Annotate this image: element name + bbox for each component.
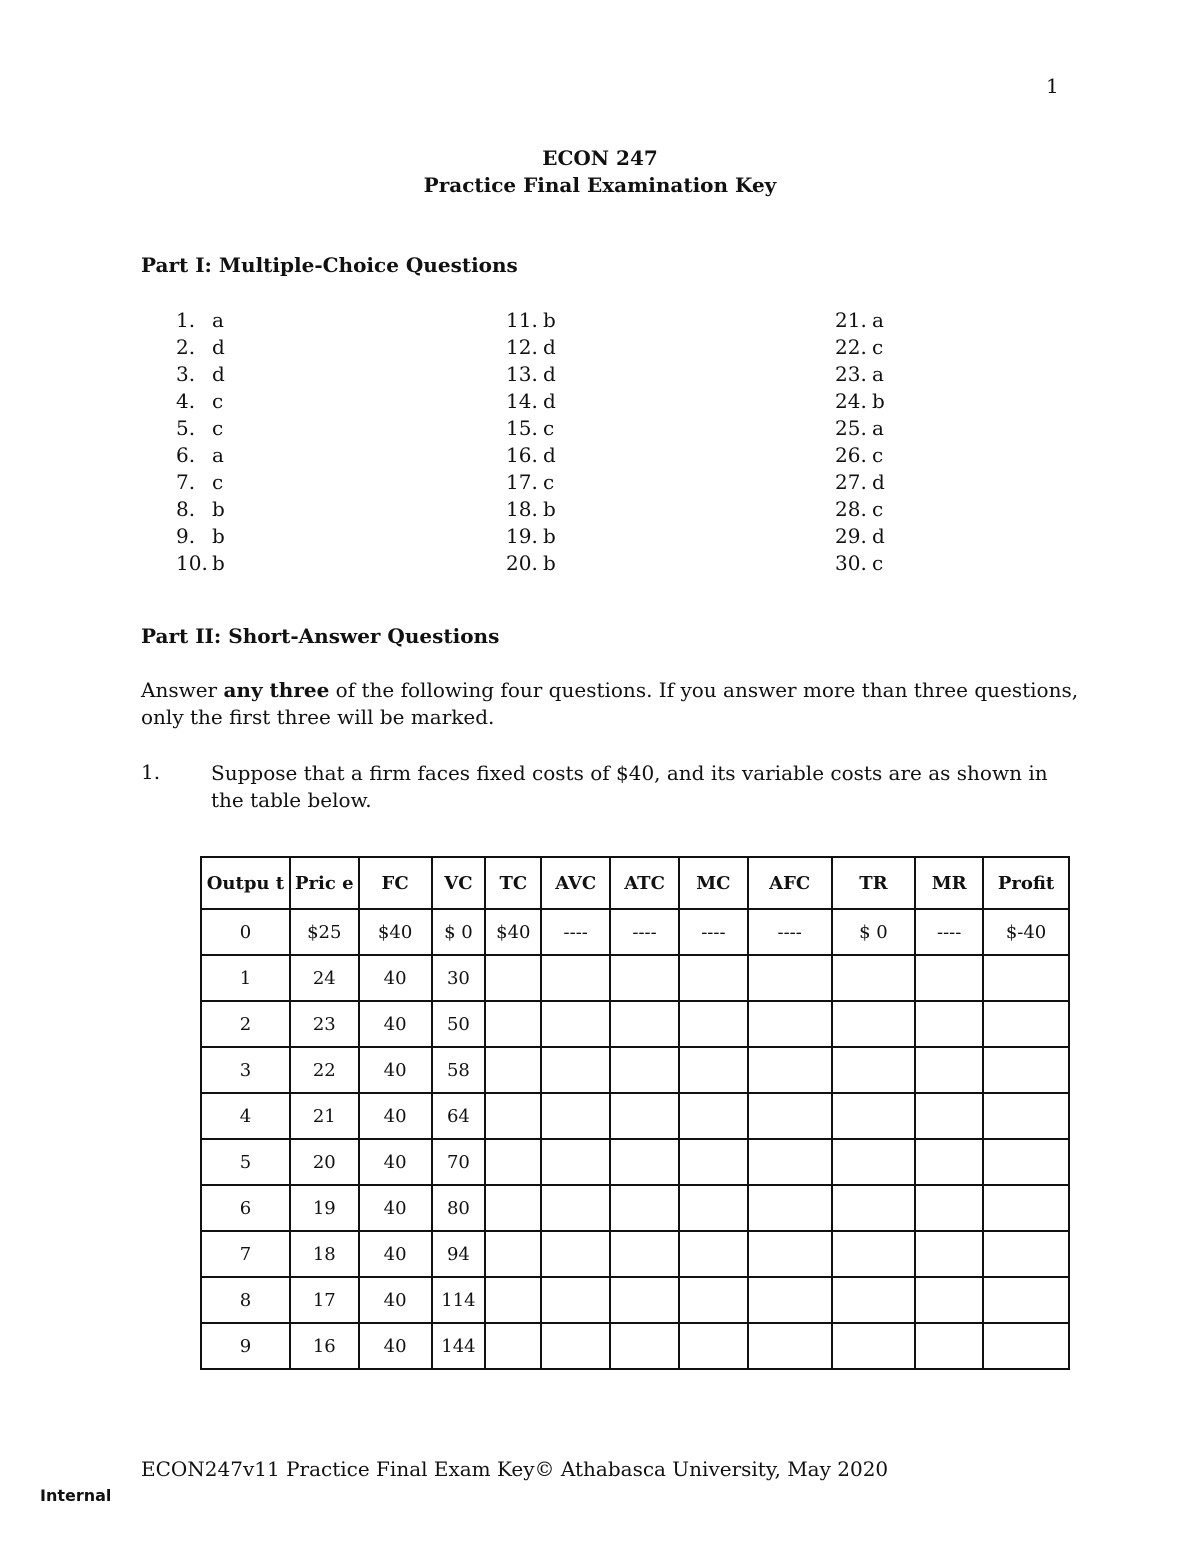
mcq-letter: c <box>212 389 224 413</box>
mcq-number: 11. <box>506 308 538 332</box>
table-cell: 5 <box>201 1139 290 1185</box>
table-cell <box>679 1231 748 1277</box>
mcq-letter: b <box>543 308 556 332</box>
mcq-answer <box>835 307 885 334</box>
mcq-answer <box>176 334 225 361</box>
table-cell <box>832 1323 916 1369</box>
table-cell <box>679 1139 748 1185</box>
table-cell: 40 <box>359 1323 432 1369</box>
table-cell: 40 <box>359 1093 432 1139</box>
mcq-number: 1. <box>176 308 196 332</box>
mcq-answer <box>835 388 885 415</box>
mcq-answer <box>835 496 885 523</box>
instructions-bold: any three <box>223 678 330 702</box>
table-body <box>201 909 1069 1369</box>
table-cell: 40 <box>359 955 432 1001</box>
part1-heading: Part I: Multiple-Choice Questions <box>141 253 518 277</box>
mcq-number: 17. <box>506 470 538 494</box>
table-cell <box>832 955 916 1001</box>
table-cell <box>915 1093 983 1139</box>
table-cell <box>679 1277 748 1323</box>
mcq-number: 30. <box>835 551 867 575</box>
table-cell <box>915 955 983 1001</box>
mcq-number: 21. <box>835 308 867 332</box>
mcq-letter: a <box>872 362 884 386</box>
page-number: 1 <box>1046 74 1059 98</box>
table-cell: 23 <box>290 1001 359 1047</box>
table-cell <box>983 955 1069 1001</box>
table-cell: ---- <box>541 909 610 955</box>
mcq-column-1 <box>176 307 225 577</box>
table-cell <box>983 1277 1069 1323</box>
mcq-answer <box>176 550 225 577</box>
table-cell <box>610 1323 679 1369</box>
table-cell: ---- <box>915 909 983 955</box>
mcq-letter: c <box>872 551 884 575</box>
table-cell <box>915 1277 983 1323</box>
table-cell: 64 <box>432 1093 486 1139</box>
mcq-letter: c <box>543 470 555 494</box>
table-header-cell: TC <box>485 857 541 909</box>
table-cell: ---- <box>748 909 832 955</box>
table-cell <box>832 1047 916 1093</box>
table-cell: 4 <box>201 1093 290 1139</box>
mcq-letter: b <box>212 551 225 575</box>
table-cell <box>485 1093 541 1139</box>
table-cell: 144 <box>432 1323 486 1369</box>
table-cell: 2 <box>201 1001 290 1047</box>
mcq-number: 2. <box>176 335 196 359</box>
table-cell <box>983 1231 1069 1277</box>
mcq-number: 20. <box>506 551 538 575</box>
table-cell: $40 <box>485 909 541 955</box>
mcq-answer <box>176 415 225 442</box>
table-cell: 21 <box>290 1093 359 1139</box>
mcq-number: 3. <box>176 362 196 386</box>
table-cell: 3 <box>201 1047 290 1093</box>
mcq-number: 15. <box>506 416 538 440</box>
mcq-letter: c <box>543 416 555 440</box>
table-cell: 18 <box>290 1231 359 1277</box>
mcq-number: 8. <box>176 497 196 521</box>
table-cell <box>915 1185 983 1231</box>
mcq-answer <box>506 361 556 388</box>
mcq-letter: b <box>872 389 885 413</box>
table-row <box>201 1139 1069 1185</box>
table-cell <box>485 1231 541 1277</box>
table-cell <box>915 1139 983 1185</box>
table-cell <box>748 1323 832 1369</box>
table-cell <box>983 1093 1069 1139</box>
mcq-letter: a <box>872 416 884 440</box>
mcq-answer <box>506 307 556 334</box>
table-cell <box>610 1185 679 1231</box>
table-header-cell: FC <box>359 857 432 909</box>
mcq-answer <box>506 550 556 577</box>
table-header-cell: VC <box>432 857 486 909</box>
mcq-letter: b <box>543 551 556 575</box>
table-cell <box>541 1139 610 1185</box>
table-row <box>201 1185 1069 1231</box>
instructions-paragraph <box>141 677 1101 731</box>
table-cell <box>679 1093 748 1139</box>
table-cell: 0 <box>201 909 290 955</box>
table-cell <box>983 1185 1069 1231</box>
table-header-cell: Outpu t <box>201 857 290 909</box>
table-cell: 8 <box>201 1277 290 1323</box>
table-cell: 9 <box>201 1323 290 1369</box>
mcq-number: 26. <box>835 443 867 467</box>
table-cell <box>485 1277 541 1323</box>
table-header-cell: AFC <box>748 857 832 909</box>
table-header-row <box>201 857 1069 909</box>
mcq-answer <box>176 361 225 388</box>
table-cell <box>679 1047 748 1093</box>
mcq-letter: a <box>212 443 224 467</box>
table-cell <box>541 1185 610 1231</box>
mcq-number: 12. <box>506 335 538 359</box>
mcq-number: 7. <box>176 470 196 494</box>
mcq-answer <box>176 307 225 334</box>
table-cell: 16 <box>290 1323 359 1369</box>
table-cell <box>610 1001 679 1047</box>
table-cell: 24 <box>290 955 359 1001</box>
table-cell <box>541 1047 610 1093</box>
mcq-letter: d <box>543 443 556 467</box>
table-cell <box>485 1185 541 1231</box>
table-header-cell: TR <box>832 857 916 909</box>
table-row <box>201 1047 1069 1093</box>
table-cell <box>832 1093 916 1139</box>
table-cell: 19 <box>290 1185 359 1231</box>
mcq-number: 29. <box>835 524 867 548</box>
mcq-number: 16. <box>506 443 538 467</box>
table-row <box>201 1277 1069 1323</box>
table-cell <box>832 1231 916 1277</box>
document-subtitle: Practice Final Examination Key <box>423 173 777 197</box>
mcq-answer <box>506 415 556 442</box>
mcq-letter: c <box>872 443 884 467</box>
table-cell <box>610 955 679 1001</box>
table-cell <box>915 1047 983 1093</box>
mcq-number: 13. <box>506 362 538 386</box>
table-row <box>201 955 1069 1001</box>
table-cell <box>832 1139 916 1185</box>
table-cell <box>485 1139 541 1185</box>
table-cell: 40 <box>359 1047 432 1093</box>
mcq-answer <box>176 469 225 496</box>
table-cell <box>610 1093 679 1139</box>
mcq-number: 5. <box>176 416 196 440</box>
instructions-pre: Answer <box>141 678 224 702</box>
table-cell: 58 <box>432 1047 486 1093</box>
table-cell <box>832 1277 916 1323</box>
mcq-number: 28. <box>835 497 867 521</box>
mcq-number: 14. <box>506 389 538 413</box>
mcq-letter: b <box>212 524 225 548</box>
instructions-post: of the following four questions. If you answer more than three questions, only the first three will be marked. <box>141 678 1079 729</box>
table-cell <box>541 1323 610 1369</box>
table-cell <box>748 1231 832 1277</box>
table-cell: $25 <box>290 909 359 955</box>
mcq-answer <box>176 523 225 550</box>
table-cell: 70 <box>432 1139 486 1185</box>
mcq-number: 4. <box>176 389 196 413</box>
internal-label: Internal <box>40 1486 112 1505</box>
question-1-number: 1. <box>141 760 161 784</box>
mcq-answer <box>176 442 225 469</box>
mcq-answer <box>835 523 885 550</box>
mcq-number: 23. <box>835 362 867 386</box>
table-cell <box>748 955 832 1001</box>
mcq-number: 10. <box>176 551 208 575</box>
table-cell: ---- <box>610 909 679 955</box>
mcq-answer <box>506 523 556 550</box>
table-cell: ---- <box>679 909 748 955</box>
mcq-column-3 <box>835 307 885 577</box>
mcq-number: 24. <box>835 389 867 413</box>
mcq-answer <box>835 334 885 361</box>
mcq-answer <box>176 388 225 415</box>
table-cell <box>679 1185 748 1231</box>
table-cell: $ 0 <box>432 909 486 955</box>
mcq-column-2 <box>506 307 556 577</box>
table-cell <box>541 1093 610 1139</box>
table-cell <box>610 1277 679 1323</box>
table-cell <box>748 1185 832 1231</box>
table-cell <box>610 1139 679 1185</box>
table-row <box>201 1001 1069 1047</box>
table-cell <box>610 1231 679 1277</box>
table-cell: $ 0 <box>832 909 916 955</box>
mcq-number: 19. <box>506 524 538 548</box>
mcq-letter: c <box>212 416 224 440</box>
table-cell <box>485 1001 541 1047</box>
part2-heading: Part II: Short-Answer Questions <box>141 624 500 648</box>
table-row <box>201 909 1069 955</box>
mcq-letter: d <box>212 335 225 359</box>
table-cell <box>832 1001 916 1047</box>
mcq-letter: d <box>872 524 885 548</box>
table-cell: 80 <box>432 1185 486 1231</box>
table-cell <box>983 1139 1069 1185</box>
table-cell <box>541 1001 610 1047</box>
mcq-letter: c <box>212 470 224 494</box>
mcq-letter: b <box>212 497 225 521</box>
table-cell <box>915 1231 983 1277</box>
table-header-cell: MC <box>679 857 748 909</box>
footer-text: ECON247v11 Practice Final Exam Key© Athabasca University, May 2020 <box>141 1457 889 1481</box>
mcq-letter: c <box>872 335 884 359</box>
table-cell: 114 <box>432 1277 486 1323</box>
mcq-answer <box>835 361 885 388</box>
mcq-number: 18. <box>506 497 538 521</box>
table-header-cell: ATC <box>610 857 679 909</box>
table-header-cell: Pric e <box>290 857 359 909</box>
table-cell <box>541 955 610 1001</box>
mcq-letter: b <box>543 497 556 521</box>
mcq-letter: d <box>872 470 885 494</box>
table-cell: 40 <box>359 1185 432 1231</box>
table-cell: 20 <box>290 1139 359 1185</box>
mcq-letter: b <box>543 524 556 548</box>
table-cell: $-40 <box>983 909 1069 955</box>
table-cell <box>679 1323 748 1369</box>
table-header-cell: Profit <box>983 857 1069 909</box>
table-cell: 17 <box>290 1277 359 1323</box>
table-cell <box>915 1323 983 1369</box>
table-cell: $40 <box>359 909 432 955</box>
mcq-answer <box>506 469 556 496</box>
table-cell <box>541 1277 610 1323</box>
mcq-answer <box>835 415 885 442</box>
table-header-cell: MR <box>915 857 983 909</box>
table-cell: 50 <box>432 1001 486 1047</box>
table-cell: 6 <box>201 1185 290 1231</box>
question-1-text: Suppose that a firm faces fixed costs of $40, and its variable costs are as shown in the table below. <box>211 761 1048 812</box>
table-cell <box>679 955 748 1001</box>
table-header-cell: AVC <box>541 857 610 909</box>
table-cell <box>748 1001 832 1047</box>
table-cell <box>679 1001 748 1047</box>
document-title: ECON 247 <box>542 146 658 170</box>
mcq-number: 22. <box>835 335 867 359</box>
table-cell: 40 <box>359 1001 432 1047</box>
mcq-letter: a <box>212 308 224 332</box>
table-cell: 40 <box>359 1139 432 1185</box>
mcq-letter: a <box>872 308 884 332</box>
table-cell <box>485 1047 541 1093</box>
mcq-answer <box>835 469 885 496</box>
table-cell: 94 <box>432 1231 486 1277</box>
mcq-letter: c <box>872 497 884 521</box>
mcq-letter: d <box>212 362 225 386</box>
mcq-answer <box>506 388 556 415</box>
mcq-number: 25. <box>835 416 867 440</box>
table-cell: 7 <box>201 1231 290 1277</box>
table-cell: 40 <box>359 1231 432 1277</box>
table-cell <box>832 1185 916 1231</box>
mcq-number: 6. <box>176 443 196 467</box>
mcq-letter: d <box>543 389 556 413</box>
mcq-letter: d <box>543 335 556 359</box>
table-cell <box>748 1047 832 1093</box>
table-cell: 30 <box>432 955 486 1001</box>
table-cell <box>485 955 541 1001</box>
mcq-answer <box>835 550 885 577</box>
table-cell <box>983 1323 1069 1369</box>
table-cell <box>541 1231 610 1277</box>
mcq-number: 27. <box>835 470 867 494</box>
mcq-answer <box>506 334 556 361</box>
table-cell: 40 <box>359 1277 432 1323</box>
table-cell <box>915 1001 983 1047</box>
cost-table <box>200 856 1070 1370</box>
mcq-letter: d <box>543 362 556 386</box>
mcq-answer <box>506 496 556 523</box>
table-row <box>201 1323 1069 1369</box>
mcq-number: 9. <box>176 524 196 548</box>
table-cell <box>485 1323 541 1369</box>
table-cell <box>748 1093 832 1139</box>
table-cell <box>748 1277 832 1323</box>
table-cell: 1 <box>201 955 290 1001</box>
table-cell <box>983 1047 1069 1093</box>
mcq-answer <box>835 442 885 469</box>
table-row <box>201 1093 1069 1139</box>
table-row <box>201 1231 1069 1277</box>
table-cell <box>610 1047 679 1093</box>
table-cell: 22 <box>290 1047 359 1093</box>
mcq-answer <box>506 442 556 469</box>
table-cell <box>983 1001 1069 1047</box>
table-cell <box>748 1139 832 1185</box>
mcq-answer <box>176 496 225 523</box>
